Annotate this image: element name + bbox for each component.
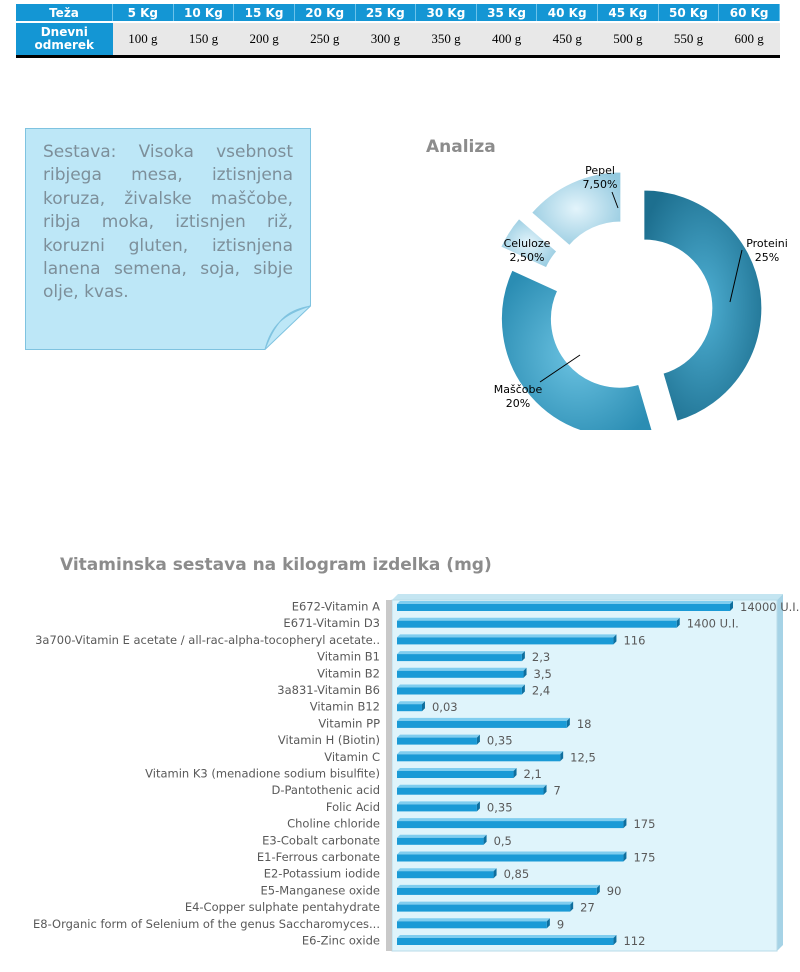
weight-cell: 25 Kg [355,4,416,22]
bar-value-label: 27 [580,900,595,915]
category-label: E2-Potassium iodide [263,866,380,881]
bar-choline-chloride [397,821,623,828]
donut-value-pepel: 7,50% [582,178,618,191]
bar-e672-vitamin-a [397,604,730,611]
bar-value-label: 175 [633,817,656,832]
composition-text: Sestava: Visoka vsebnost ribjega mesa, iztisnjena koruza, živalske maščobe, ribja moka, iztisnjen riž, koruzni gluten, iztisnjena lanena semena, soja, sibje olje, kvas. [43,142,293,303]
bar-top-face [397,718,570,721]
bar-d-pantothenic-acid [397,788,544,795]
category-label: Choline chloride [287,816,380,831]
portion-cell: 250 g [294,22,355,55]
donut-label-pepel: Pepel [585,164,615,177]
bar-value-label: 7 [553,783,561,798]
portion-cell: 150 g [173,22,234,55]
bar-value-label: 18 [576,716,592,731]
weight-cell: 35 Kg [476,4,537,22]
bar-top-face [397,701,425,704]
bar-top-face [397,852,626,855]
bar-e6-zinc-oxide [397,938,613,945]
bar-value-label: 0,85 [503,867,530,882]
bar-e671-vitamin-d3 [397,621,677,628]
donut-value-mascobe: 20% [505,397,531,410]
donut-value-celuloze: 2,50% [509,251,545,264]
weight-cell: 50 Kg [658,4,719,22]
bar-e1-ferrous-carbonate [397,855,623,862]
bar-e5-manganese-oxide [397,888,597,895]
bar-value-label: 1400 U.I. [686,616,739,631]
category-label: E8-Organic form of Selenium of the genus Saccharomyces... [33,916,380,931]
bar-value-label: 116 [623,633,646,648]
bar-folic-acid [397,804,477,811]
category-label: Vitamin H (Biotin) [277,733,380,748]
category-label: Vitamin K3 (menadione sodium bisulfite) [145,766,380,781]
weight-row [16,4,780,22]
donut-value-proteini: 25% [754,251,780,264]
bar-value-label: 2,4 [531,683,551,698]
bar-value-label: 3,5 [533,666,552,681]
bar-top-face [397,651,525,654]
category-label: E672-Vitamin A [291,599,380,614]
donut-label-celuloze: Celuloze [503,237,551,250]
bar-top-face [397,735,480,738]
category-label: D-Pantothenic acid [271,783,380,798]
portion-cell: 600 g [719,22,780,55]
weight-header: Teža [16,4,113,22]
weight-cell: 5 Kg [113,4,174,22]
bar-top-face [397,768,517,771]
bar-value-label: 2,1 [523,767,542,781]
bar-value-label: 14000 U.I. [740,600,800,614]
bar-top-face [397,835,487,838]
bar-e4-copper-sulphate-pentahydrate [397,905,570,912]
category-label: E671-Vitamin D3 [283,616,380,631]
donut-label-proteini: Proteini [746,237,788,250]
portion-cell: 100 g [113,22,174,55]
bar-value-label: 2,3 [531,650,551,665]
portion-cell: 400 g [476,22,537,55]
category-label: 3a831-Vitamin B6 [277,683,380,697]
bar-vitamin-h-biotin [397,738,477,745]
bar-value-label: 0,35 [486,733,513,748]
bar-vitamin-b2 [397,671,524,678]
analysis-donut-chart [480,150,800,430]
portion-cell: 500 g [598,22,659,55]
bar-top-face [397,601,733,604]
bar-value-label: 9 [556,917,565,932]
bar-value-label: 90 [606,883,622,898]
weight-cell: 40 Kg [537,4,598,22]
donut-slice-proteini [644,190,762,421]
bar-value-label: 0,03 [431,700,458,715]
bar-value-label: 0,5 [493,833,512,848]
vitamin-bar-chart [0,592,800,964]
bar-top-face [397,751,563,754]
bar-vitamin-c [397,754,560,761]
bar-top-face [397,868,497,871]
category-label: E3-Cobalt carbonate [262,833,380,848]
bar-top-face [397,801,480,804]
bar-value-label: 12,5 [570,750,596,765]
category-label: Vitamin B1 [317,649,380,664]
weight-cell: 45 Kg [598,4,659,22]
portion-cell: 350 g [416,22,477,55]
weight-cell: 30 Kg [416,4,477,22]
weight-cell: 60 Kg [719,4,780,22]
table-bottom-rule [16,55,780,58]
category-label: Vitamin B12 [309,699,380,714]
category-label: E4-Copper sulphate pentahydrate [184,900,380,915]
bar-top-face [397,785,547,788]
bar-vitamin-b12 [397,704,422,711]
bar-3a831-vitamin-b6 [397,688,522,695]
portion-cell: 300 g [355,22,416,55]
category-label: Folic Acid [325,799,380,814]
category-label: E6-Zinc oxide [301,933,380,948]
category-label: E1-Ferrous carbonate [256,850,380,864]
bar-e8-organic-form-of-selenium-of-the-genus-saccharomyces [397,921,547,928]
bar-top-face [397,902,573,905]
bar-vitamin-b1 [397,654,522,661]
bar-top-face [397,818,626,821]
category-label: E5-Manganese oxide [260,883,380,898]
bar-e3-cobalt-carbonate [397,838,484,845]
weight-cell: 20 Kg [294,4,355,22]
bar-value-label: 0,35 [486,800,513,815]
bar-top-face [397,634,616,637]
bar-e2-potassium-iodide [397,871,494,878]
donut-label-mascobe: Maščobe [493,383,543,396]
weight-cell: 15 Kg [234,4,295,22]
feeding-table [16,4,780,55]
category-label: Vitamin B2 [317,666,380,681]
portion-cell: 550 g [658,22,719,55]
vitamin-chart-title: Vitaminska sestava na kilogram izdelka (mg) [60,555,492,575]
bar-top-face [397,618,680,621]
bar-top-face [397,685,525,688]
portion-cell: 200 g [234,22,295,55]
weight-cell: 10 Kg [173,4,234,22]
portion-row [16,22,780,55]
category-label: Vitamin PP [318,716,380,731]
category-label: Vitamin C [324,749,380,764]
bar-top-face [397,885,600,888]
category-label: 3a700-Vitamin E acetate / all-rac-alpha-tocopheryl acetate.. [35,632,380,647]
bar-value-label: 175 [633,850,656,865]
portion-header: Dnevni odmerek [16,22,113,55]
bar-top-face [397,935,616,938]
portion-cell: 450 g [537,22,598,55]
bar-3a700-vitamin-e-acetate-all-rac-alpha-tocopheryl-acetate [397,637,613,644]
composition-note [25,128,311,350]
bar-vitamin-k3-menadione-sodium-bisulfite [397,771,514,778]
bar-vitamin-pp [397,721,567,728]
bar-value-label: 112 [623,934,646,948]
bar-top-face [397,668,527,671]
bar-top-face [397,918,550,921]
donut-chart-title: Analiza [426,137,496,157]
